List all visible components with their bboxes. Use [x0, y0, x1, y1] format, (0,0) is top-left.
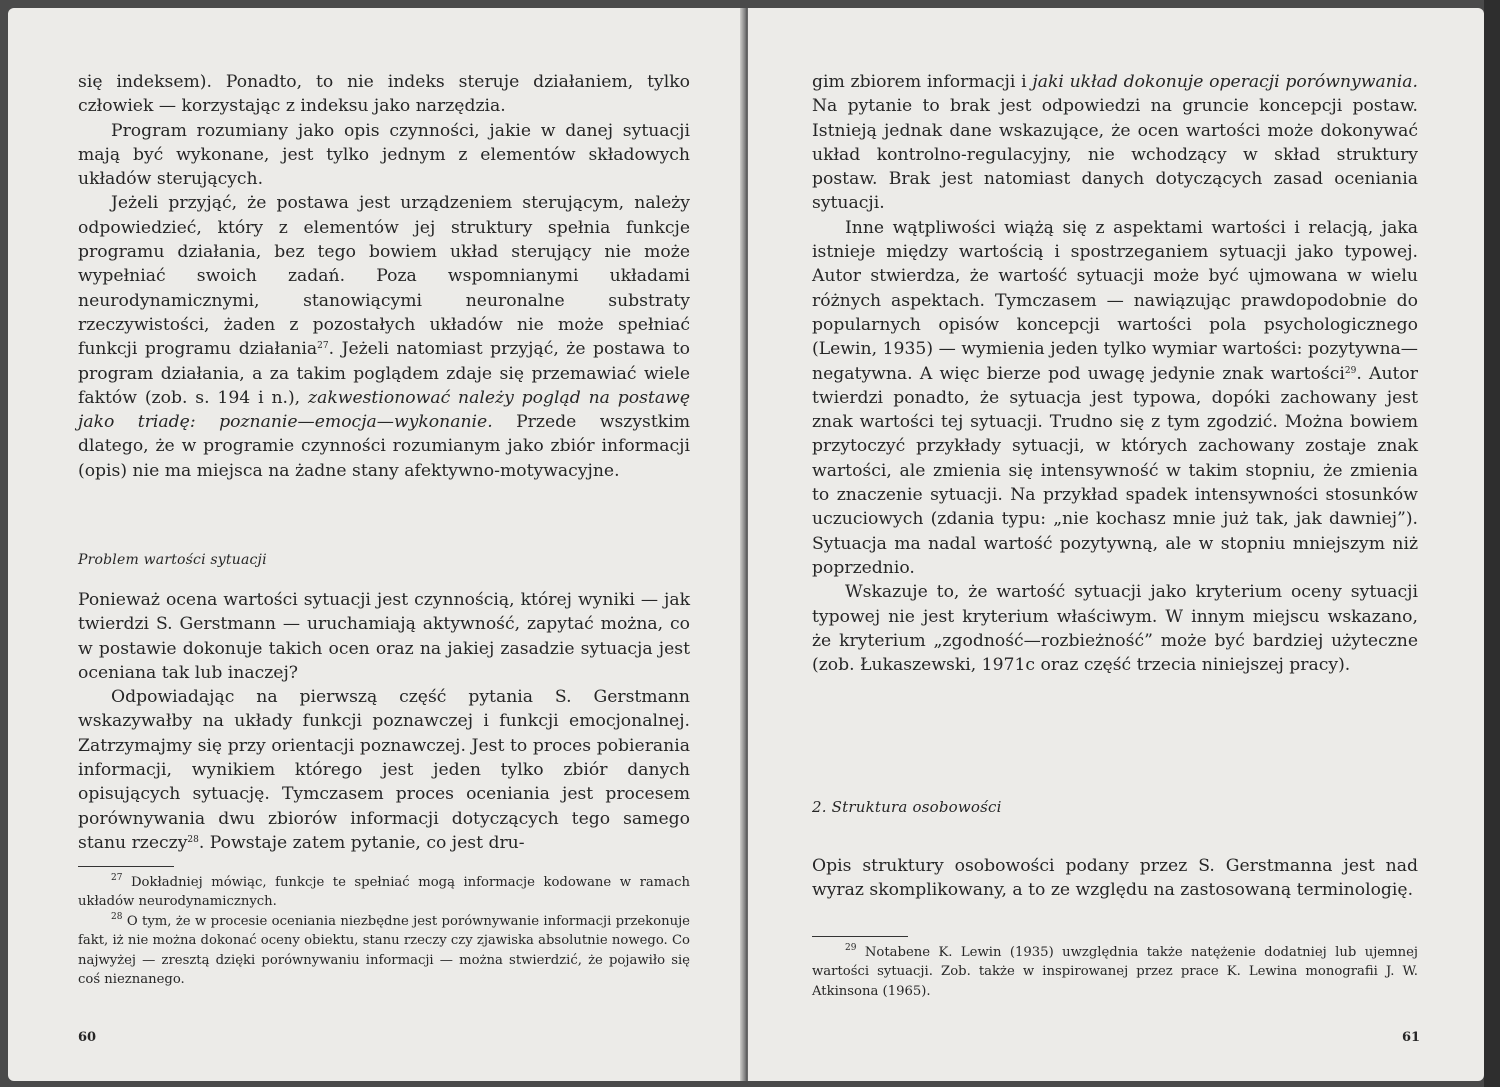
text-run: Jeżeli przyjąć, że postawa jest urządzeniem sterującym, należy odpowiedzieć, który z elementów jej struktury spełnia funkcje programu działania, bez tego bowiem układ sterujący nie może wypełniać swoich zadań. Poza wspomnianymi układami neurodynamicznymi, stanowiącymi neuronalne substraty rzeczywistości, żaden z pozostałych układów nie może spełniać funkcji programu działania: [78, 193, 690, 360]
page-number: 61: [1402, 1030, 1421, 1045]
section-heading: 2. Struktura osobowości: [812, 798, 1002, 816]
text-run: Inne wątpliwości wiążą się z aspektami wartości i relacją, jaka istnieje między wartością i spostrzeganiem sytuacji jako typowej. Autor stwierdza, że wartość sytuacji może być ujmowana w wielu różnych aspektach. Tymczasem — nawiązując prawdopodobnie do popularnych opisów koncepcji wartości pola psychologicznego (Lewin, 1935) — wymienia jeden tylko wymiar wartości: pozytywna—negatywna. A więc bierze pod uwagę jedynie znak wartości: [812, 217, 1418, 384]
footnote-separator: [78, 866, 174, 867]
footnote-29: [812, 943, 1418, 1001]
footnote-text: O tym, że w procesie oceniania niezbędne jest porównywanie informacji przekonuje fakt, iż nie można dokonać oceny obiektu, stanu rzeczy czy zjawiska absolutnie nowego. Co najwyżej — zresztą dzięki porównywaniu informacji — można stwierdzić, że pojawiło się coś nieznanego.: [78, 913, 690, 988]
footnote-text: Notabene K. Lewin (1935) uwzględnia także natężenie dodatniej lub ujemnej wartości sytuacji. Zob. także w inspirowanej przez prace K. Lewina monografii J. W. Atkinsona (1965).: [812, 945, 1418, 999]
left-page-text: [78, 70, 690, 483]
paragraph: [812, 216, 1418, 580]
footnote-number: 27: [111, 873, 123, 883]
emphasis: zakwestionować należy pogląd na postawę jako triadę: poznanie—emocja—wykonanie.: [78, 387, 690, 433]
right-footnotes: [812, 936, 1418, 1001]
section-heading: Problem wartości sytuacji: [78, 552, 267, 568]
left-page-text-2: [78, 588, 690, 855]
paragraph: Program rozumiany jako opis czynności, jakie w danej sytuacji mają być wykonane, jest tylko jednym z elementów składowych układów sterujących.: [78, 120, 690, 190]
footnote-ref: 28: [187, 834, 199, 845]
text-run: Przede wszystkim dlatego, że w programie czynności rozumianym jako zbiór informacji (opis) nie ma miejsca na żadne stany afektywno-motywacyjne.: [78, 412, 690, 481]
footnote-28: [78, 912, 690, 990]
page-number: 60: [78, 1030, 97, 1045]
left-section: [78, 552, 690, 568]
paragraph: [78, 685, 690, 855]
footnote-separator: [812, 936, 908, 937]
scan-edge: [1484, 0, 1500, 1087]
footnote-ref: 27: [317, 341, 329, 352]
right-page-text: [812, 70, 1418, 677]
right-section: [812, 798, 1418, 816]
text-run: . Jeżeli natomiast przyjąć, że postawa to program działania, a za takim poglądem zdaje się przemawiać wiele faktów (zob. s. 194 i n.),: [78, 339, 690, 408]
paragraph: [78, 191, 690, 483]
paragraph: [812, 70, 1418, 216]
footnote-ref: 29: [1344, 365, 1357, 376]
text-run: Odpowiadając na pierwszą część pytania S. Gerstmann wskazywałby na układy funkcji poznawczej i funkcji emocjonalnej. Zatrzymajmy się przy orientacji poznawczej. Jest to proces pobierania informacji, wynikiem którego jest jeden tylko zbiór danych opisujących sytuację. Tymczasem proces oceniania jest procesem porównywania dwu zbiorów informacji dotyczących tego samego stanu rzeczy: [78, 687, 690, 853]
right-page-text-2: [812, 854, 1418, 903]
footnote-text: Dokładniej mówiąc, funkcje te spełniać mogą informacje kodowane w ramach układów neurodynamicznych.: [78, 875, 690, 910]
emphasis: jaki układ dokonuje operacji porównywania.: [1032, 72, 1418, 92]
text-run: gim zbiorem informacji i: [812, 72, 1033, 92]
left-page: [8, 8, 744, 1081]
left-footnotes: [78, 866, 690, 989]
text-run: . Autor twierdzi ponadto, że sytuacja jest typowa, dopóki zachowany jest znak wartości tej sytuacji. Trudno się z tym zgodzić. Można bowiem przytoczyć przykłady sytuacji, w których zachowany zostaje znak wartości, ale zmienia się intensywność w takim stopniu, że zmienia to znaczenie sytuacji. Na przykład spadek intensywności stosunków uczuciowych (zdania typu: „nie kochasz mnie już tak, jak dawniej”). Sytuacja ma nadal wartość pozytywną, ale w stopniu mniejszym niż poprzednio.: [812, 363, 1418, 578]
footnote-27: [78, 873, 690, 912]
footnote-number: 29: [845, 943, 857, 953]
footnote-number: 28: [111, 911, 123, 922]
paragraph: Ponieważ ocena wartości sytuacji jest czynnością, której wyniki — jak twierdzi S. Gerstmann — uruchamiają aktywność, zapytać można, co w postawie dokonuje takich ocen oraz na jakiej zasadzie sytuacja jest oceniana tak lub inaczej?: [78, 590, 690, 683]
text-run: . Powstaje zatem pytanie, co jest dru-: [198, 832, 525, 853]
text-run: Na pytanie to brak jest odpowiedzi na gruncie koncepcji postaw. Istnieją jednak dane wskazujące, że ocen wartości może dokonywać układ kontrolno-regulacyjny, nie wchodzący w skład struktury postaw. Brak jest natomiast danych dotyczących zasad oceniania sytuacji.: [812, 96, 1418, 214]
paragraph: Opis struktury osobowości podany przez S. Gerstmanna jest nad wyraz skomplikowany, a to ze względu na zastosowaną terminologię.: [812, 856, 1418, 901]
paragraph: Wskazuje to, że wartość sytuacji jako kryterium oceny sytuacji typowej nie jest kryterium właściwym. W innym miejscu wskazano, że kryterium „zgodność—rozbieżność” może być bardziej użyteczne (zob. Łukaszewski, 1971c oraz część trzecia niniejszej pracy).: [812, 582, 1418, 676]
right-page: [748, 8, 1484, 1081]
paragraph: się indeksem). Ponadto, to nie indeks steruje działaniem, tylko człowiek — korzystając z indeksu jako narzędzia.: [78, 72, 690, 117]
